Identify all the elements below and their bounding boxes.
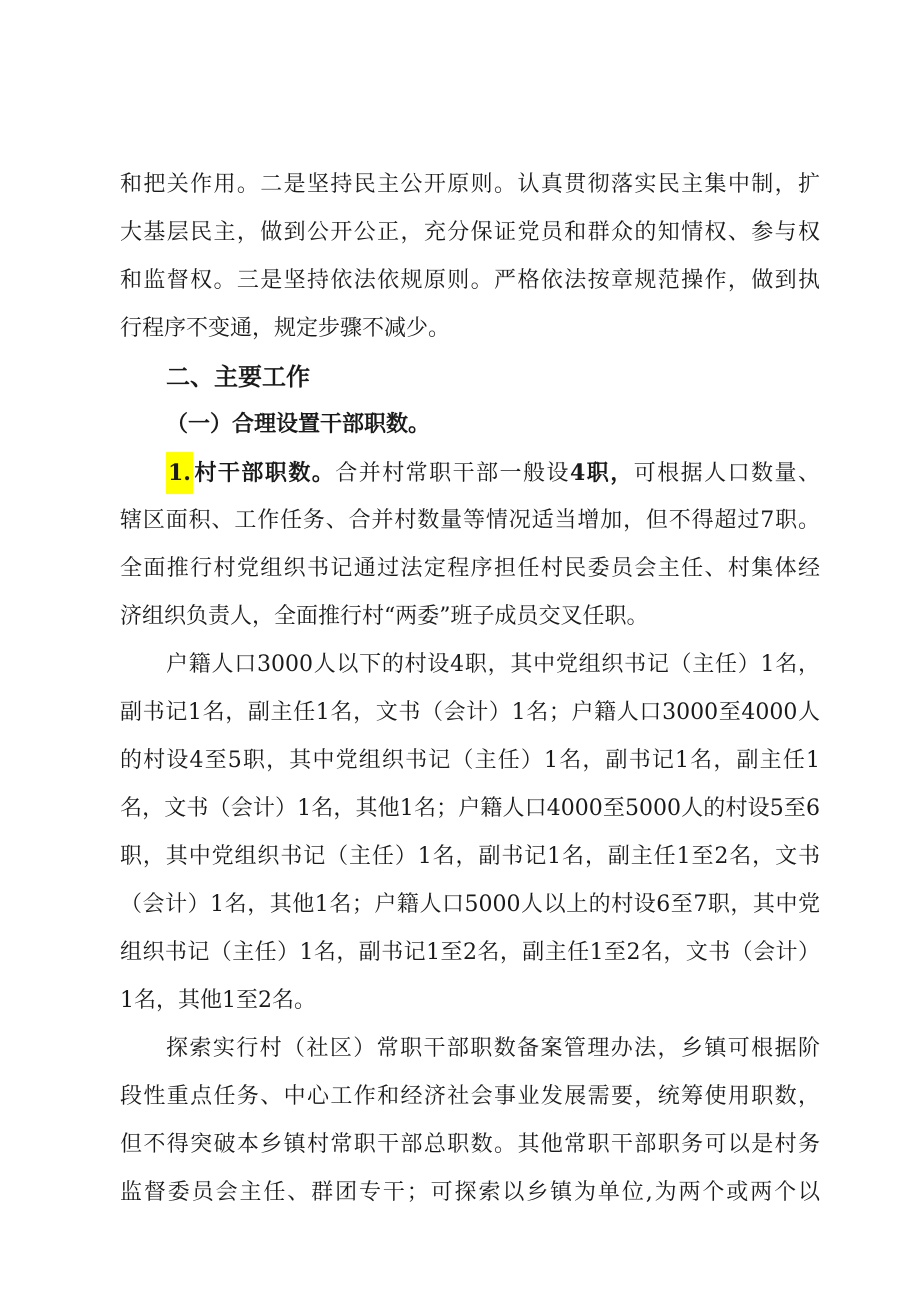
paragraph-1-line-2: 大基层民主，做到公开公正，充分保证党员和群众的知情权、参与权	[120, 220, 820, 245]
item-lead-title: 村干部职数。	[192, 460, 336, 486]
paragraph-3-line-5: 职，其中党组织书记（主任）1名，副书记1名，副主任1至2名，文书	[120, 844, 820, 869]
paragraph-3-line-3: 的村设4至5职，其中党组织书记（主任）1名，副书记1名，副主任1	[120, 748, 820, 773]
paragraph-3-line-4: 名，文书（会计）1名，其他1名；户籍人口4000至5000人的村设5至6	[120, 796, 820, 821]
paragraph-2-bold-count: 4职，	[569, 460, 634, 486]
paragraph-2-text-b: 可根据人口数量、	[633, 461, 820, 486]
paragraph-2-line-2: 辖区面积、工作任务、合并村数量等情况适当增加，但不得超过7职。	[120, 508, 820, 533]
paragraph-3-line-6: （会计）1名，其他1名；户籍人口5000人以上的村设6至7职，其中党	[120, 892, 820, 917]
paragraph-4-line-2: 段性重点任务、中心工作和经济社会事业发展需要，统筹使用职数，	[120, 1084, 820, 1109]
paragraph-2-text-a: 合并村常职干部一般设	[335, 461, 570, 486]
paragraph-3-line-2: 副书记1名，副主任1名，文书（会计）1名；户籍人口3000至4000人	[120, 700, 820, 725]
paragraph-4-line-4: 监督委员会主任、群团专干；可探索以乡镇为单位,为两个或两个以	[120, 1180, 820, 1205]
paragraph-3-line-7: 组织书记（主任）1名，副书记1至2名，副主任1至2名，文书（会计）	[120, 940, 820, 965]
paragraph-1-line-1: 和把关作用。二是坚持民主公开原则。认真贯彻落实民主集中制，扩	[120, 172, 820, 197]
highlighted-item-number: 1.	[166, 452, 193, 494]
subheading-cadre-positions: （一）合理设置干部职数。	[166, 412, 431, 437]
paragraph-4-line-1: 探索实行村（社区）常职干部职数备案管理办法，乡镇可根据阶	[166, 1036, 820, 1061]
paragraph-3-line-8: 1名，其他1至2名。	[120, 988, 316, 1013]
paragraph-2-line-1	[166, 458, 820, 489]
paragraph-4-line-3: 但不得突破本乡镇村常职干部总职数。其他常职干部职务可以是村务	[120, 1132, 820, 1157]
paragraph-2-line-3: 全面推行村党组织书记通过法定程序担任村民委员会主任、村集体经	[120, 556, 820, 581]
paragraph-1-line-3: 和监督权。三是坚持依法依规原则。严格依法按章规范操作，做到执	[120, 268, 820, 293]
section-heading-main-work: 二、主要工作	[166, 363, 310, 391]
paragraph-1-line-4: 行程序不变通，规定步骤不减少。	[120, 316, 451, 341]
paragraph-2-line-4: 济组织负责人，全面推行村“两委”班子成员交叉任职。	[120, 604, 649, 629]
paragraph-3-line-1: 户籍人口3000人以下的村设4职，其中党组织书记（主任）1名，	[166, 652, 820, 677]
